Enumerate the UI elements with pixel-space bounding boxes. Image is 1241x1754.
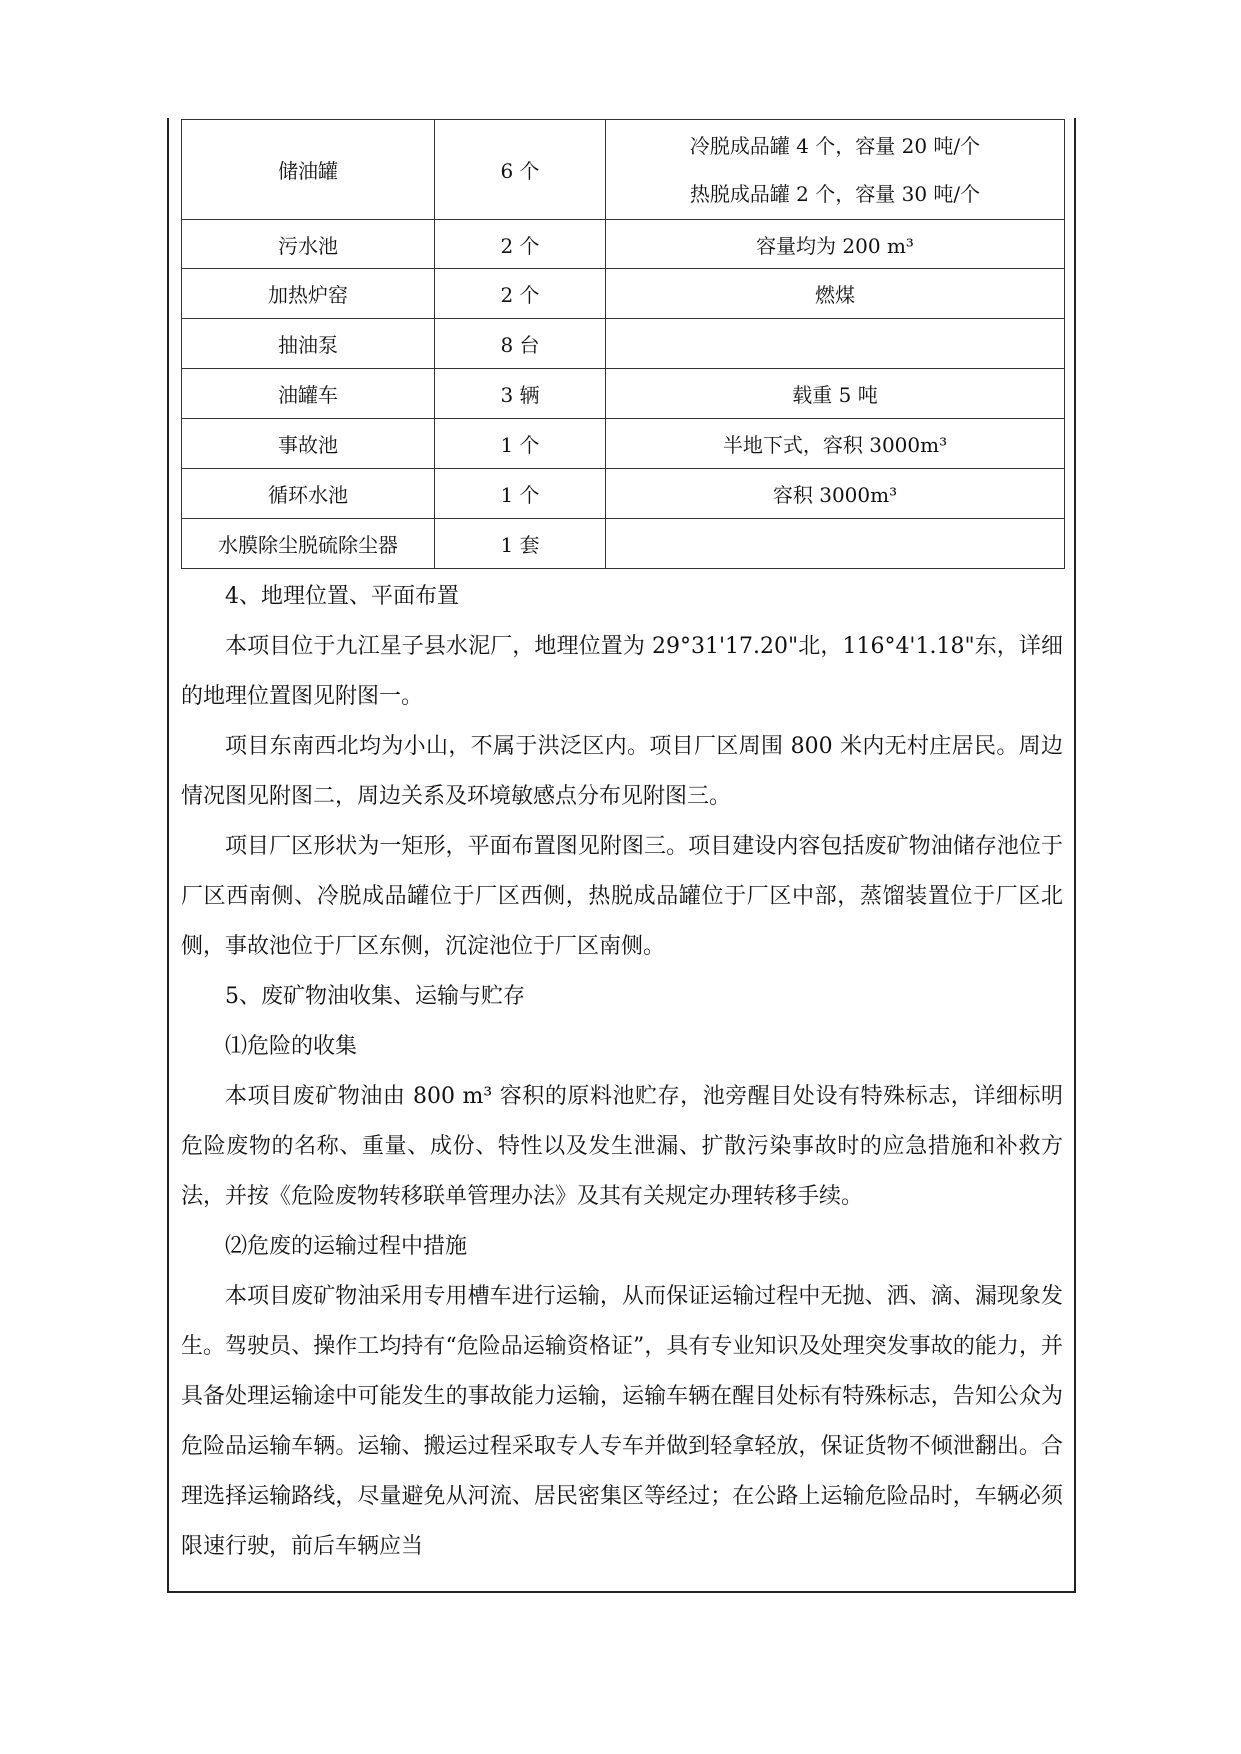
paragraph: 本项目位于九江星子县水泥厂，地理位置为 29°31'17.20"北，116°4'1.18"东，详细的地理位置图见附图一。	[181, 634, 1063, 709]
equipment-quantity: 3 辆	[435, 369, 606, 419]
table-row	[182, 419, 1065, 469]
equipment-quantity: 1 个	[435, 419, 606, 469]
equipment-table	[181, 119, 1065, 569]
equipment-name: 事故池	[182, 419, 435, 469]
equipment-name: 储油罐	[182, 120, 435, 220]
equipment-note	[606, 519, 1065, 569]
equipment-name: 油罐车	[182, 369, 435, 419]
subsection-heading: ⑴危险的收集	[225, 1034, 358, 1059]
note-line: 热脱成品罐 2 个，容量 30 吨/个	[689, 181, 981, 206]
paragraph: 项目厂区形状为一矩形，平面布置图见附图三。项目建设内容包括废矿物油储存池位于厂区西南侧、冷脱成品罐位于厂区西侧，热脱成品罐位于厂区中部，蒸馏装置位于厂区北侧，事故池位于厂区东侧，沉淀池位于厂区南侧。	[181, 834, 1063, 959]
table-row	[182, 369, 1065, 419]
table-row	[182, 319, 1065, 369]
equipment-note	[606, 120, 1065, 220]
equipment-quantity: 1 个	[435, 469, 606, 519]
equipment-quantity: 2 个	[435, 269, 606, 319]
equipment-quantity: 6 个	[435, 120, 606, 220]
table-row	[182, 220, 1065, 269]
equipment-note	[606, 319, 1065, 369]
subsection-heading: ⑵危废的运输过程中措施	[225, 1234, 468, 1259]
body-text	[181, 572, 1063, 1572]
paragraph: 本项目废矿物油由 800 m³ 容积的原料池贮存，池旁醒目处设有特殊标志，详细标明危险废物的名称、重量、成份、特性以及发生泄漏、扩散污染事故时的应急措施和补救方法，并按《危险废物转移联单管理办法》及其有关规定办理转移手续。	[181, 1084, 1063, 1209]
equipment-quantity: 2 个	[435, 220, 606, 269]
section-heading: 4、地理位置、平面布置	[225, 584, 459, 609]
equipment-name: 污水池	[182, 220, 435, 269]
equipment-name: 循环水池	[182, 469, 435, 519]
table-row	[182, 120, 1065, 220]
table-row	[182, 519, 1065, 569]
equipment-name: 加热炉窑	[182, 269, 435, 319]
equipment-name: 水膜除尘脱硫除尘器	[182, 519, 435, 569]
equipment-note: 半地下式，容积 3000m³	[606, 419, 1065, 469]
section-heading: 5、废矿物油收集、运输与贮存	[225, 984, 525, 1009]
equipment-note: 容积 3000m³	[606, 469, 1065, 519]
paragraph: 本项目废矿物油采用专用槽车进行运输，从而保证运输过程中无抛、洒、滴、漏现象发生。驾驶员、操作工均持有“危险品运输资格证”，具有专业知识及处理突发事故的能力，并具备处理运输途中可能发生的事故能力运输，运输车辆在醒目处标有特殊标志，告知公众为危险品运输车辆。运输、搬运过程采取专人专车并做到轻拿轻放，保证货物不倾泄翻出。合理选择运输路线，尽量避免从河流、居民密集区等经过；在公路上运输危险品时，车辆必须限速行驶，前后车辆应当	[181, 1284, 1063, 1559]
equipment-note: 容量均为 200 m³	[606, 220, 1065, 269]
equipment-note: 载重 5 吨	[606, 369, 1065, 419]
table-row	[182, 269, 1065, 319]
table-row	[182, 469, 1065, 519]
equipment-name: 抽油泵	[182, 319, 435, 369]
paragraph: 项目东南西北均为小山，不属于洪泛区内。项目厂区周围 800 米内无村庄居民。周边情况图见附图二，周边关系及环境敏感点分布见附图三。	[181, 734, 1063, 809]
equipment-quantity: 8 台	[435, 319, 606, 369]
note-line: 冷脱成品罐 4 个，容量 20 吨/个	[689, 133, 981, 158]
equipment-quantity: 1 套	[435, 519, 606, 569]
equipment-note: 燃煤	[606, 269, 1065, 319]
